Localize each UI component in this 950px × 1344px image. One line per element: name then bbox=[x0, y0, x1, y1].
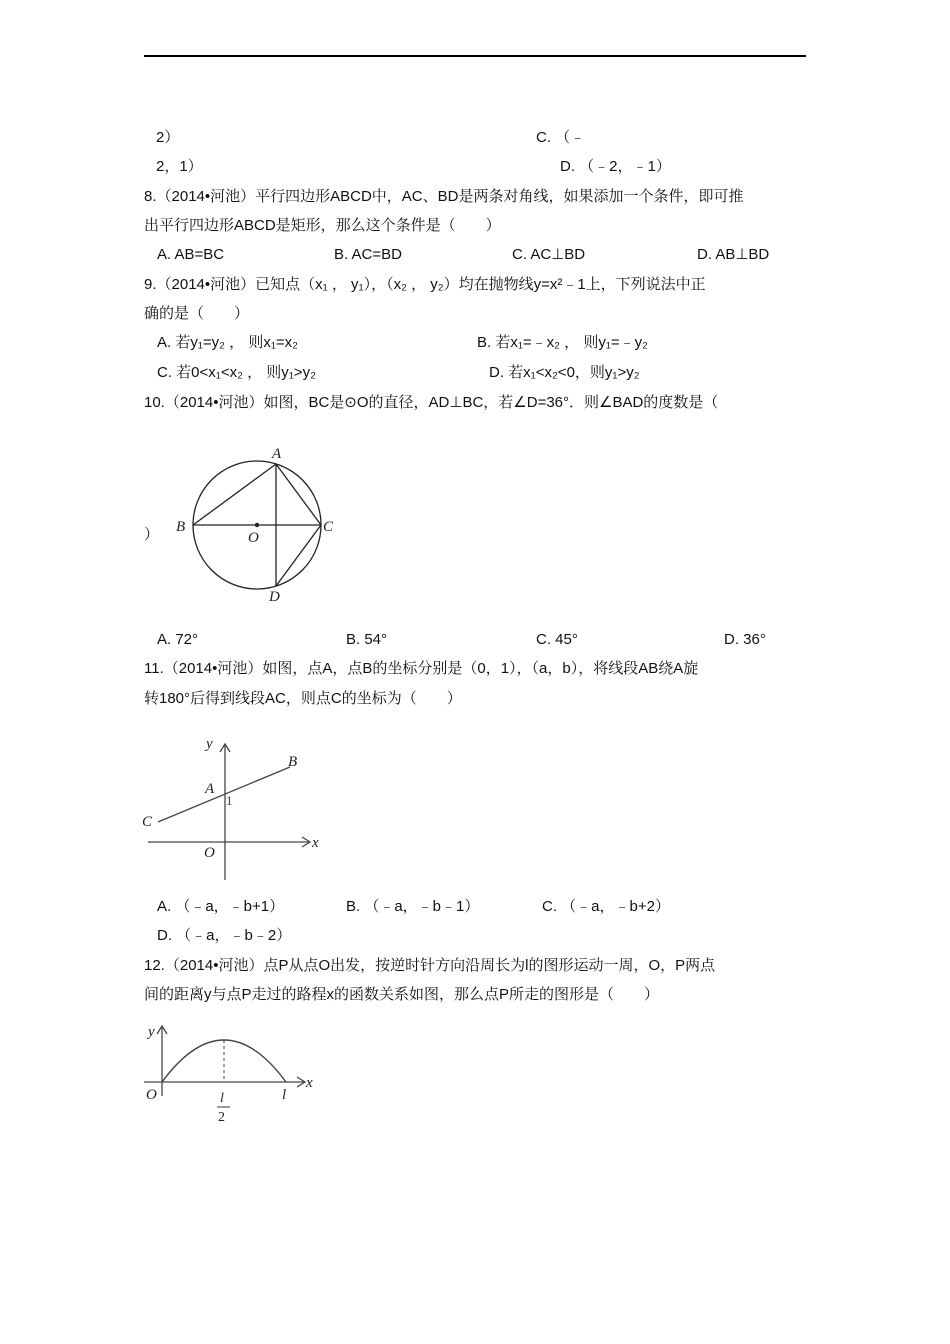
q8-stem-line1: 8.（2014•河池）平行四边形ABCD中，AC、BD是两条对角线，如果添加一个条件，即可推 bbox=[144, 188, 744, 205]
q12-function-graph bbox=[140, 1018, 325, 1133]
chord-ab bbox=[193, 464, 276, 525]
q9-option-d: D. 若x₁<x₂<0，则y₁>y₂ bbox=[489, 364, 640, 381]
q9-stem-line2: 确的是（ ） bbox=[144, 305, 250, 322]
label-half-l-denominator: 2 bbox=[218, 1110, 225, 1125]
q11-coordinate-figure bbox=[140, 730, 330, 885]
q8-option-c: C. AC⊥BD bbox=[512, 246, 586, 263]
q7-line1-right: C. （﹣ bbox=[536, 129, 586, 146]
label-b: B bbox=[288, 754, 298, 770]
q9-option-b: B. 若x₁=﹣x₂ ， 则y₁=﹣y₂ bbox=[477, 334, 648, 351]
q8-stem-line2: 出平行四边形ABCD是矩形，那么这个条件是（ ） bbox=[144, 217, 501, 234]
center-dot bbox=[255, 523, 259, 527]
q10-option-c: C. 45° bbox=[536, 631, 578, 648]
q11-option-c: C. （﹣a，﹣b+2） bbox=[542, 898, 670, 915]
label-half-l-numerator: l bbox=[220, 1091, 224, 1106]
q10-option-a: A. 72° bbox=[157, 631, 199, 648]
q9-option-c: C. 若0<x₁<x₂ ， 则y₁>y₂ bbox=[157, 364, 316, 381]
label-x: x bbox=[306, 1075, 313, 1091]
q10-circle-figure bbox=[170, 440, 350, 610]
q8-option-d: D. AB⊥BD bbox=[697, 246, 770, 263]
segment-cb bbox=[158, 767, 290, 822]
label-a: A bbox=[205, 781, 215, 797]
q11-option-d: D. （﹣a，﹣b﹣2） bbox=[157, 927, 292, 944]
q11-stem-line2: 转180°后得到线段AC，则点C的坐标为（ ） bbox=[144, 690, 462, 707]
q11-stem-line1: 11.（2014•河池）如图，点A，点B的坐标分别是（0，1），（a，b），将线段AB绕A旋 bbox=[144, 660, 699, 677]
label-c: C bbox=[142, 814, 153, 830]
q9-stem-line1: 9.（2014•河池）已知点（x₁ ， y₁），（x₂ ， y₂）均在抛物线y=x²﹣1上，下列说法中正 bbox=[144, 276, 706, 293]
q10-stem-line2: ） bbox=[144, 526, 160, 543]
label-l: l bbox=[282, 1087, 287, 1103]
chord-ac bbox=[276, 464, 321, 525]
q12-stem-line1: 12.（2014•河池）点P从点O出发，按逆时针方向沿周长为l的图形运动一周，O，P两点 bbox=[144, 957, 716, 974]
q12-stem-line2: 间的距离y与点P走过的路程x的函数关系如图，那么点P所走的图形是（ ） bbox=[144, 986, 660, 1003]
chord-dc bbox=[276, 525, 321, 586]
q8-option-b: B. AC=BD bbox=[334, 246, 402, 263]
q11-option-b: B. （﹣a，﹣b﹣1） bbox=[346, 898, 480, 915]
q11-option-a: A. （﹣a，﹣b+1） bbox=[157, 898, 285, 915]
label-y: y bbox=[206, 736, 213, 752]
label-c: C bbox=[323, 519, 334, 535]
label-a: A bbox=[272, 446, 282, 462]
q9-option-a: A. 若y₁=y₂ ， 则x₁=x₂ bbox=[157, 334, 298, 351]
header-rule bbox=[144, 55, 806, 57]
q10-option-d: D. 36° bbox=[724, 631, 766, 648]
label-y: y bbox=[148, 1024, 155, 1040]
q7-line1-left: 2） bbox=[156, 129, 180, 146]
q10-stem-line1: 10.（2014•河池）如图，BC是⊙O的直径，AD⊥BC，若∠D=36°．则∠BAD的度数是（ bbox=[144, 394, 719, 411]
label-o: O bbox=[248, 530, 259, 546]
q7-line2-right: D. （﹣2，﹣1） bbox=[560, 158, 671, 175]
label-one: 1 bbox=[226, 793, 233, 808]
q10-option-b: B. 54° bbox=[346, 631, 388, 648]
label-o: O bbox=[146, 1087, 157, 1103]
q7-line2-left: 2，1） bbox=[156, 158, 203, 175]
q8-option-a: A. AB=BC bbox=[157, 246, 225, 263]
label-d: D bbox=[269, 589, 280, 605]
label-b: B bbox=[176, 519, 186, 535]
label-x: x bbox=[312, 835, 319, 851]
label-o: O bbox=[204, 845, 215, 861]
